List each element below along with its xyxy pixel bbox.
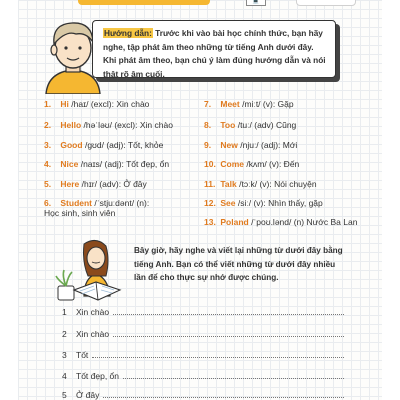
vocab-item: 8. Too /tuː/ (adv) Cũng (204, 120, 297, 130)
writing-line[interactable]: 2 Xin chào (62, 328, 344, 339)
practice-instructions: Bây giờ, hãy nghe và viết lại những từ dưới đây bằng tiếng Anh. Bạn có thể viết những từ dưới đây nhiều lần để cho thực sự nhớ được chúng. (134, 246, 343, 282)
computer-icon: 💻 (246, 0, 266, 6)
top-tab-decoration (78, 0, 210, 5)
vocab-item: 5. Here /hɪr/ (adv): Ở đây (44, 179, 147, 189)
vocab-item: 11. Talk /tɔːk/ (v): Nói chuyện (204, 179, 317, 189)
vocab-item-continuation: Học sinh, sinh viên (44, 208, 116, 218)
vocab-item: 12. See /siː/ (v): Nhìn thấy, gặp (204, 198, 323, 208)
vocab-item: 4. Nice /naɪs/ (adj): Tốt đẹp, ổn (44, 159, 170, 169)
girl-reading-illustration (44, 236, 124, 302)
vocab-item: 1. Hi /haɪ/ (excl): Xin chào (44, 99, 150, 109)
vocab-item: 13. Poland /ˈpoʊ.lənd/ (n) Nước Ba Lan (204, 217, 358, 227)
dotted-answer-line[interactable] (123, 370, 344, 379)
vocab-item: 6. Student /ˈstjuːdənt/ (n): Học sinh, sinh viên (44, 198, 150, 218)
writing-line[interactable]: 1 Xin chào (62, 306, 344, 317)
dotted-answer-line[interactable] (113, 328, 344, 337)
instruction-label: Hướng dẫn: (104, 28, 152, 38)
dotted-answer-line[interactable] (113, 306, 344, 315)
writing-line[interactable]: 5 Ở đây (62, 389, 344, 400)
vocab-item: 7. Meet /miːt/ (v): Gặp (204, 99, 294, 109)
vocab-item: 9. New /njuː/ (adj): Mới (204, 140, 298, 150)
vocab-item: 2. Hello /həˈləʊ/ (excl): Xin chào (44, 120, 173, 130)
vocab-item: 3. Good /ɡʊd/ (adj): Tốt, khỏe (44, 140, 164, 150)
dotted-answer-line[interactable] (103, 389, 344, 398)
writing-line[interactable]: 3 Tốt (62, 349, 344, 360)
instruction-text: Trước khi vào bài học chính thức, bạn hãy nghe, tập phát âm theo những từ tiếng Anh dưới đây. Khi phát âm theo, bạn chú ý làm đúng hướng dẫn và nói thật rõ âm cuối. (103, 28, 326, 79)
vocab-item: 10. Come /kʌm/ (v): Đến (204, 159, 300, 169)
top-pill-decoration (296, 0, 356, 6)
dotted-answer-line[interactable] (92, 349, 344, 358)
writing-line[interactable]: 4 Tốt đẹp, ổn (62, 370, 344, 381)
instruction-bubble (92, 20, 336, 78)
